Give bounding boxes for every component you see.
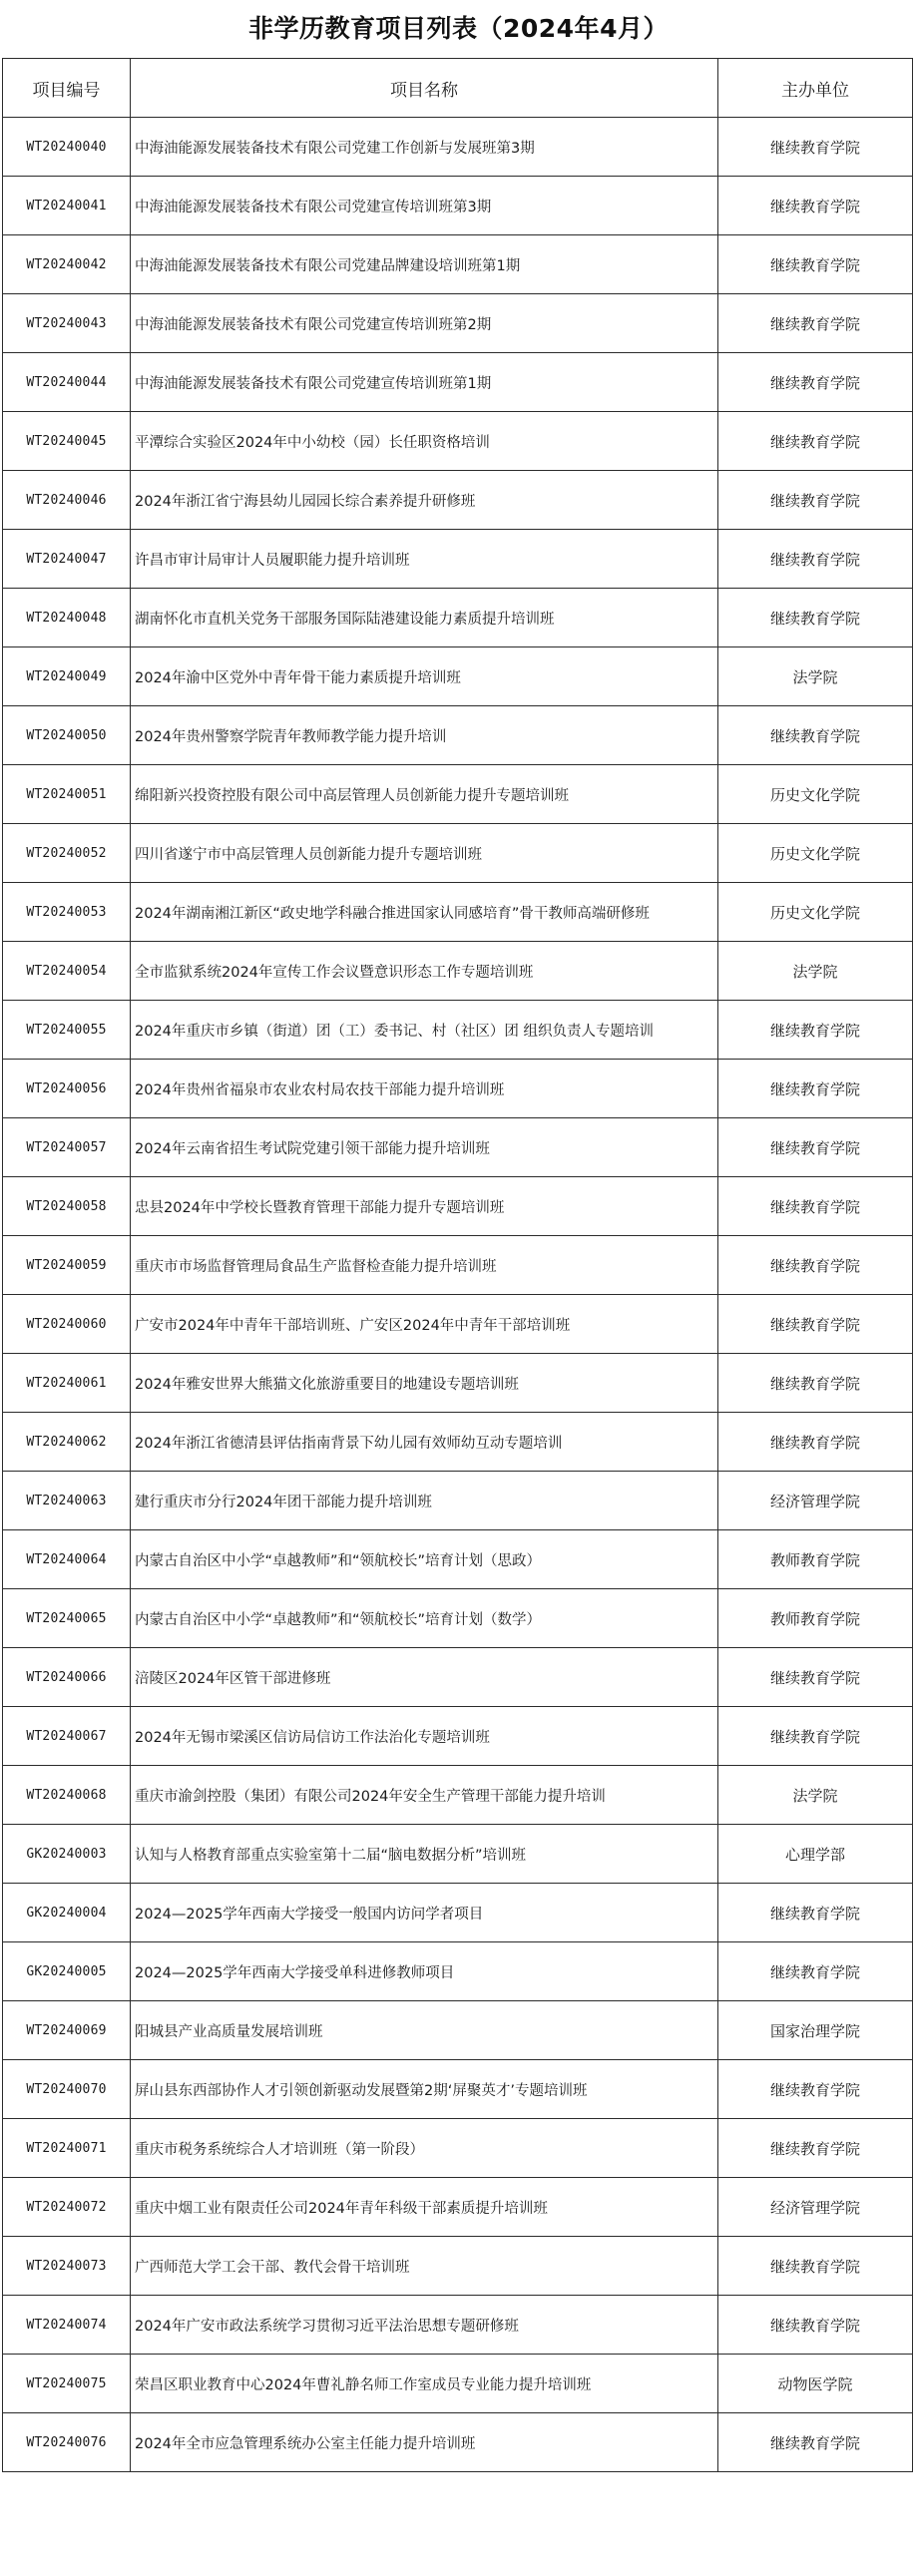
table-row (3, 177, 913, 235)
organizer-cell: 继续教育学院 (718, 1707, 913, 1766)
project-id-cell: WT20240042 (3, 235, 131, 294)
table-row (3, 2119, 913, 2178)
project-name-cell: 2024—2025学年西南大学接受单科进修教师项目 (131, 1942, 718, 2001)
project-id-cell: WT20240043 (3, 294, 131, 353)
table-body (3, 118, 913, 2472)
project-id-cell: WT20240040 (3, 118, 131, 177)
table-row (3, 1060, 913, 1118)
organizer-cell: 法学院 (718, 942, 913, 1001)
project-name-cell: 重庆市市场监督管理局食品生产监督检查能力提升培训班 (131, 1236, 718, 1295)
project-name-cell: 2024年重庆市乡镇（街道）团（工）委书记、村（社区）团 组织负责人专题培训 (131, 1001, 718, 1060)
organizer-cell: 继续教育学院 (718, 706, 913, 765)
table-row (3, 2355, 913, 2413)
project-name-cell: 重庆市税务系统综合人才培训班（第一阶段） (131, 2119, 718, 2178)
organizer-cell: 继续教育学院 (718, 1648, 913, 1707)
organizer-cell: 继续教育学院 (718, 353, 913, 412)
project-name-cell: 中海油能源发展装备技术有限公司党建宣传培训班第2期 (131, 294, 718, 353)
project-name-cell: 四川省遂宁市中高层管理人员创新能力提升专题培训班 (131, 824, 718, 883)
project-id-cell: WT20240045 (3, 412, 131, 471)
organizer-cell: 继续教育学院 (718, 1942, 913, 2001)
table-row (3, 118, 913, 177)
project-name-cell: 湖南怀化市直机关党务干部服务国际陆港建设能力素质提升培训班 (131, 589, 718, 647)
table-row (3, 353, 913, 412)
table-row (3, 942, 913, 1001)
organizer-cell: 继续教育学院 (718, 2237, 913, 2296)
project-id-cell: WT20240075 (3, 2355, 131, 2413)
project-name-cell: 2024—2025学年西南大学接受一般国内访问学者项目 (131, 1884, 718, 1942)
project-id-cell: WT20240074 (3, 2296, 131, 2355)
header-project-name: 项目名称 (131, 59, 718, 118)
organizer-cell: 继续教育学院 (718, 1884, 913, 1942)
table-row (3, 412, 913, 471)
table-row (3, 1825, 913, 1884)
project-id-cell: WT20240069 (3, 2001, 131, 2060)
project-id-cell: WT20240048 (3, 589, 131, 647)
project-name-cell: 荣昌区职业教育中心2024年曹礼静名师工作室成员专业能力提升培训班 (131, 2355, 718, 2413)
project-id-cell: WT20240067 (3, 1707, 131, 1766)
project-id-cell: WT20240058 (3, 1177, 131, 1236)
organizer-cell: 继续教育学院 (718, 2413, 913, 2472)
project-name-cell: 平潭综合实验区2024年中小幼校（园）长任职资格培训 (131, 412, 718, 471)
project-id-cell: WT20240063 (3, 1472, 131, 1530)
project-name-cell: 中海油能源发展装备技术有限公司党建工作创新与发展班第3期 (131, 118, 718, 177)
project-name-cell: 中海油能源发展装备技术有限公司党建宣传培训班第3期 (131, 177, 718, 235)
project-id-cell: WT20240056 (3, 1060, 131, 1118)
project-id-cell: WT20240064 (3, 1530, 131, 1589)
project-id-cell: WT20240050 (3, 706, 131, 765)
project-id-cell: GK20240003 (3, 1825, 131, 1884)
project-name-cell: 2024年广安市政法系统学习贯彻习近平法治思想专题研修班 (131, 2296, 718, 2355)
project-id-cell: WT20240061 (3, 1354, 131, 1413)
project-id-cell: GK20240004 (3, 1884, 131, 1942)
table-row (3, 2060, 913, 2119)
organizer-cell: 继续教育学院 (718, 177, 913, 235)
organizer-cell: 继续教育学院 (718, 1236, 913, 1295)
project-name-cell: 全市监狱系统2024年宣传工作会议暨意识形态工作专题培训班 (131, 942, 718, 1001)
project-id-cell: WT20240071 (3, 2119, 131, 2178)
project-name-cell: 2024年贵州省福泉市农业农村局农技干部能力提升培训班 (131, 1060, 718, 1118)
organizer-cell: 继续教育学院 (718, 1060, 913, 1118)
project-id-cell: WT20240060 (3, 1295, 131, 1354)
table-row (3, 294, 913, 353)
project-name-cell: 2024年浙江省德清县评估指南背景下幼儿园有效师幼互动专题培训 (131, 1413, 718, 1472)
project-id-cell: WT20240047 (3, 530, 131, 589)
project-name-cell: 忠县2024年中学校长暨教育管理干部能力提升专题培训班 (131, 1177, 718, 1236)
project-id-cell: WT20240055 (3, 1001, 131, 1060)
table-row (3, 589, 913, 647)
organizer-cell: 经济管理学院 (718, 1472, 913, 1530)
project-name-cell: 认知与人格教育部重点实验室第十二届“脑电数据分析”培训班 (131, 1825, 718, 1884)
organizer-cell: 继续教育学院 (718, 2119, 913, 2178)
document-title: 非学历教育项目列表（2024年4月） (248, 14, 669, 43)
table-row (3, 1648, 913, 1707)
project-id-cell: WT20240066 (3, 1648, 131, 1707)
table-row (3, 2001, 913, 2060)
table-row (3, 2296, 913, 2355)
organizer-cell: 继续教育学院 (718, 1118, 913, 1177)
project-id-cell: WT20240044 (3, 353, 131, 412)
organizer-cell: 继续教育学院 (718, 294, 913, 353)
project-id-cell: WT20240076 (3, 2413, 131, 2472)
organizer-cell: 继续教育学院 (718, 412, 913, 471)
project-name-cell: 2024年贵州警察学院青年教师教学能力提升培训 (131, 706, 718, 765)
table-row (3, 1118, 913, 1177)
table-row (3, 1236, 913, 1295)
organizer-cell: 继续教育学院 (718, 1177, 913, 1236)
project-name-cell: 2024年湖南湘江新区“政史地学科融合推进国家认同感培育”骨干教师高端研修班 (131, 883, 718, 942)
table-header-row (3, 59, 913, 118)
organizer-cell: 继续教育学院 (718, 118, 913, 177)
project-name-cell: 内蒙古自治区中小学“卓越教师”和“领航校长”培育计划（数学） (131, 1589, 718, 1648)
table-row (3, 471, 913, 530)
project-name-cell: 广安市2024年中青年干部培训班、广安区2024年中青年干部培训班 (131, 1295, 718, 1354)
organizer-cell: 历史文化学院 (718, 765, 913, 824)
project-name-cell: 中海油能源发展装备技术有限公司党建品牌建设培训班第1期 (131, 235, 718, 294)
organizer-cell: 继续教育学院 (718, 471, 913, 530)
project-id-cell: WT20240065 (3, 1589, 131, 1648)
organizer-cell: 心理学部 (718, 1825, 913, 1884)
table-row (3, 1177, 913, 1236)
project-id-cell: WT20240073 (3, 2237, 131, 2296)
project-name-cell: 阳城县产业高质量发展培训班 (131, 2001, 718, 2060)
organizer-cell: 法学院 (718, 1766, 913, 1825)
project-id-cell: WT20240062 (3, 1413, 131, 1472)
project-name-cell: 2024年渝中区党外中青年骨干能力素质提升培训班 (131, 647, 718, 706)
table-row (3, 1001, 913, 1060)
organizer-cell: 历史文化学院 (718, 883, 913, 942)
project-id-cell: GK20240005 (3, 1942, 131, 2001)
organizer-cell: 继续教育学院 (718, 1001, 913, 1060)
project-id-cell: WT20240046 (3, 471, 131, 530)
header-organizer: 主办单位 (718, 59, 913, 118)
organizer-cell: 历史文化学院 (718, 824, 913, 883)
organizer-cell: 继续教育学院 (718, 530, 913, 589)
project-id-cell: WT20240072 (3, 2178, 131, 2237)
project-id-cell: WT20240051 (3, 765, 131, 824)
table-row (3, 1942, 913, 2001)
project-name-cell: 广西师范大学工会干部、教代会骨干培训班 (131, 2237, 718, 2296)
table-row (3, 1295, 913, 1354)
project-name-cell: 绵阳新兴投资控股有限公司中高层管理人员创新能力提升专题培训班 (131, 765, 718, 824)
project-id-cell: WT20240057 (3, 1118, 131, 1177)
project-name-cell: 2024年无锡市梁溪区信访局信访工作法治化专题培训班 (131, 1707, 718, 1766)
table-row (3, 824, 913, 883)
organizer-cell: 教师教育学院 (718, 1530, 913, 1589)
project-name-cell: 许昌市审计局审计人员履职能力提升培训班 (131, 530, 718, 589)
table-row (3, 647, 913, 706)
organizer-cell: 继续教育学院 (718, 1354, 913, 1413)
organizer-cell: 教师教育学院 (718, 1589, 913, 1648)
project-name-cell: 重庆市渝剑控股（集团）有限公司2024年安全生产管理干部能力提升培训 (131, 1766, 718, 1825)
project-name-cell: 重庆中烟工业有限责任公司2024年青年科级干部素质提升培训班 (131, 2178, 718, 2237)
project-id-cell: WT20240068 (3, 1766, 131, 1825)
table-row (3, 2237, 913, 2296)
organizer-cell: 继续教育学院 (718, 235, 913, 294)
table-row (3, 706, 913, 765)
organizer-cell: 动物医学院 (718, 2355, 913, 2413)
project-id-cell: WT20240054 (3, 942, 131, 1001)
table-row (3, 235, 913, 294)
table-row (3, 2178, 913, 2237)
project-id-cell: WT20240049 (3, 647, 131, 706)
project-id-cell: WT20240041 (3, 177, 131, 235)
organizer-cell: 继续教育学院 (718, 2296, 913, 2355)
table-row (3, 1589, 913, 1648)
table-row (3, 1472, 913, 1530)
project-name-cell: 内蒙古自治区中小学“卓越教师”和“领航校长”培育计划（思政） (131, 1530, 718, 1589)
organizer-cell: 继续教育学院 (718, 589, 913, 647)
table-row (3, 765, 913, 824)
project-name-cell: 建行重庆市分行2024年团干部能力提升培训班 (131, 1472, 718, 1530)
page-bottom-margin (0, 2536, 917, 2576)
table-row (3, 1766, 913, 1825)
header-project-id: 项目编号 (3, 59, 131, 118)
table-row (3, 2413, 913, 2472)
table-row (3, 1707, 913, 1766)
project-name-cell: 2024年雅安世界大熊猫文化旅游重要目的地建设专题培训班 (131, 1354, 718, 1413)
table-row (3, 1884, 913, 1942)
project-id-cell: WT20240070 (3, 2060, 131, 2119)
table-row (3, 530, 913, 589)
organizer-cell: 继续教育学院 (718, 1413, 913, 1472)
table-row (3, 1530, 913, 1589)
organizer-cell: 国家治理学院 (718, 2001, 913, 2060)
project-table (2, 58, 913, 2472)
project-name-cell: 2024年浙江省宁海县幼儿园园长综合素养提升研修班 (131, 471, 718, 530)
project-id-cell: WT20240052 (3, 824, 131, 883)
project-name-cell: 中海油能源发展装备技术有限公司党建宣传培训班第1期 (131, 353, 718, 412)
table-row (3, 883, 913, 942)
organizer-cell: 继续教育学院 (718, 1295, 913, 1354)
project-name-cell: 屏山县东西部协作人才引领创新驱动发展暨第2期‘屏聚英才’专题培训班 (131, 2060, 718, 2119)
table-row (3, 1354, 913, 1413)
project-id-cell: WT20240053 (3, 883, 131, 942)
organizer-cell: 经济管理学院 (718, 2178, 913, 2237)
project-name-cell: 2024年全市应急管理系统办公室主任能力提升培训班 (131, 2413, 718, 2472)
table-row (3, 1413, 913, 1472)
organizer-cell: 法学院 (718, 647, 913, 706)
project-name-cell: 涪陵区2024年区管干部进修班 (131, 1648, 718, 1707)
project-id-cell: WT20240059 (3, 1236, 131, 1295)
project-name-cell: 2024年云南省招生考试院党建引领干部能力提升培训班 (131, 1118, 718, 1177)
organizer-cell: 继续教育学院 (718, 2060, 913, 2119)
